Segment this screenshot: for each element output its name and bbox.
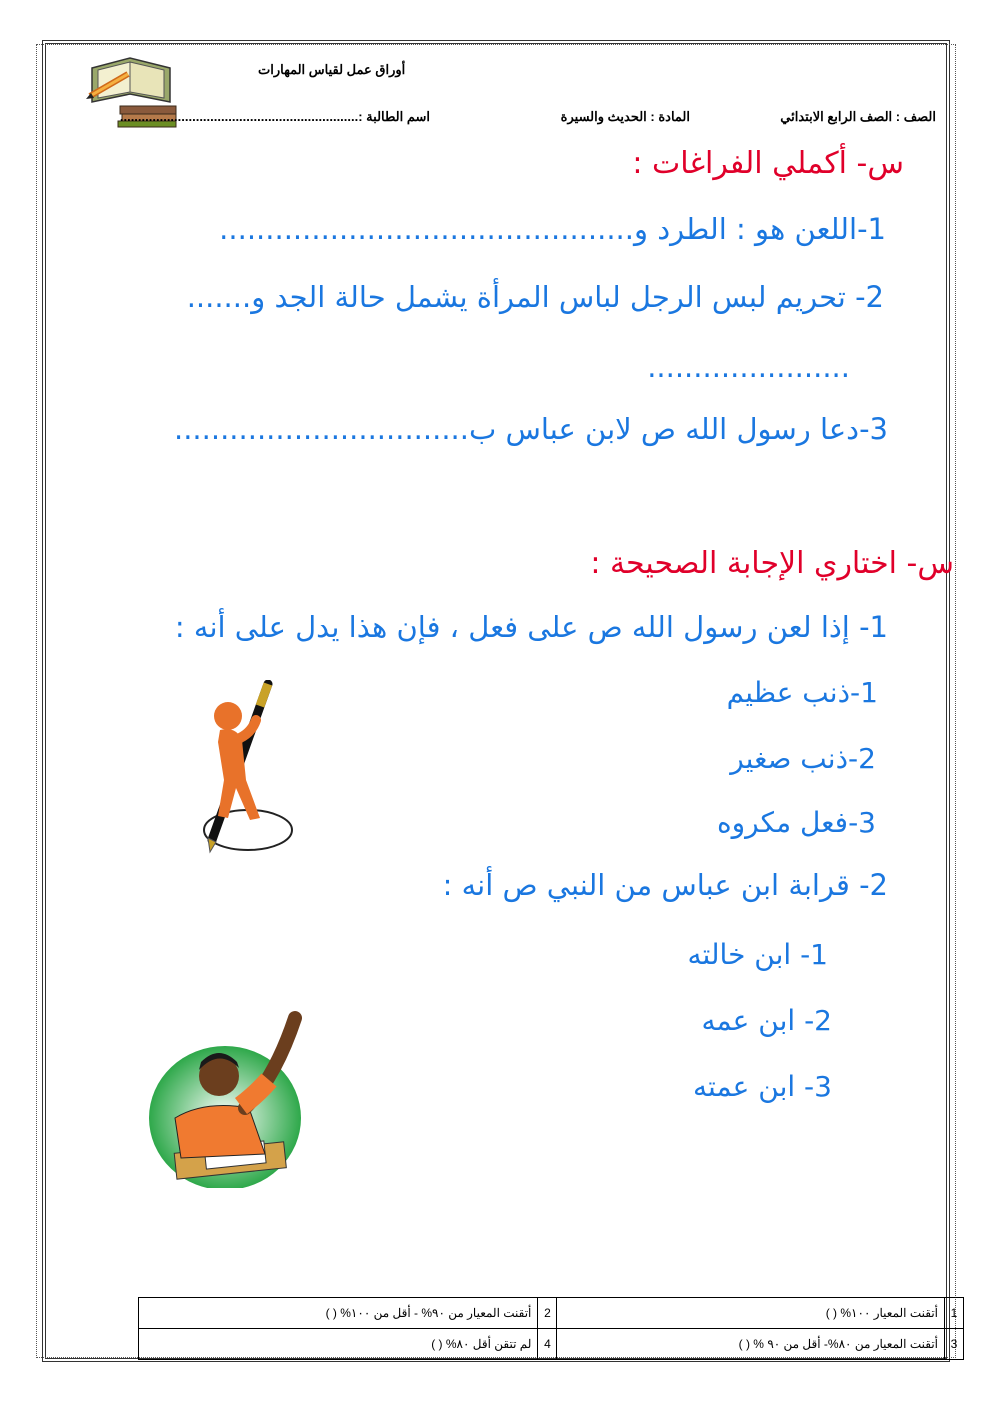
rubric-cell[interactable]: أتقنت المعيار من ٨٠%- أقل من ٩٠ % ( ) [557,1329,945,1360]
grade-label: الصف : الصف الرابع الابتدائي [780,109,936,124]
subject-label: المادة : الحديث والسيرة [560,109,690,124]
mcq1-option-2[interactable]: 2-ذنب صغير [730,742,876,775]
mcq2-option-1[interactable]: 1- ابن خالته [687,938,828,971]
fill-item-1: 1-اللعن هو : الطرد و............................................. [219,212,886,246]
section1-heading: س- أكملي الفراغات : [632,146,904,181]
rubric-cell[interactable]: لم تتقن أقل ٨٠% ( ) [139,1329,538,1360]
student-raising-hand-icon [145,1008,315,1188]
section2-heading: س- اختاري الإجابة الصحيحة : [590,546,954,581]
rubric-number: 4 [538,1329,557,1360]
rubric-row [139,1298,964,1329]
mcq2-option-3[interactable]: 3- ابن عمته [693,1070,832,1103]
rubric-row [139,1329,964,1360]
rubric-number: 1 [945,1298,964,1329]
mcq2-option-2[interactable]: 2- ابن عمه [701,1004,832,1037]
rubric-cell[interactable]: أتقنت المعيار ١٠٠% ( ) [557,1298,945,1329]
rubric-number: 3 [945,1329,964,1360]
rubric-number: 2 [538,1298,557,1329]
mcq1-question: 1- إذا لعن رسول الله ص على فعل ، فإن هذا يدل على أنه : [174,610,888,644]
mcq1-option-1[interactable]: 1-ذنب عظيم [726,676,878,709]
rubric-table [138,1297,964,1360]
fill-item-3: 3-دعا رسول الله ص لابن عباس ب................................ [174,412,888,446]
mcq2-question: 2- قرابة ابن عباس من النبي ص أنه : [442,868,888,902]
mcq1-option-3[interactable]: 3-فعل مكروه [716,806,876,839]
fill-item-2-continued: ...................... [647,350,850,384]
student-name-field[interactable]: اسم الطالبة :.................................................................. [119,109,430,124]
figure-with-pen-icon [190,680,310,860]
fill-item-2: 2- تحريم لبس الرجل لباس المرأة يشمل حالة الجد و....... [186,280,884,314]
page-title: أوراق عمل لقياس المهارات [258,62,406,77]
rubric-cell[interactable]: أتقنت المعيار من ٩٠% - أقل من ١٠٠% ( ) [139,1298,538,1329]
